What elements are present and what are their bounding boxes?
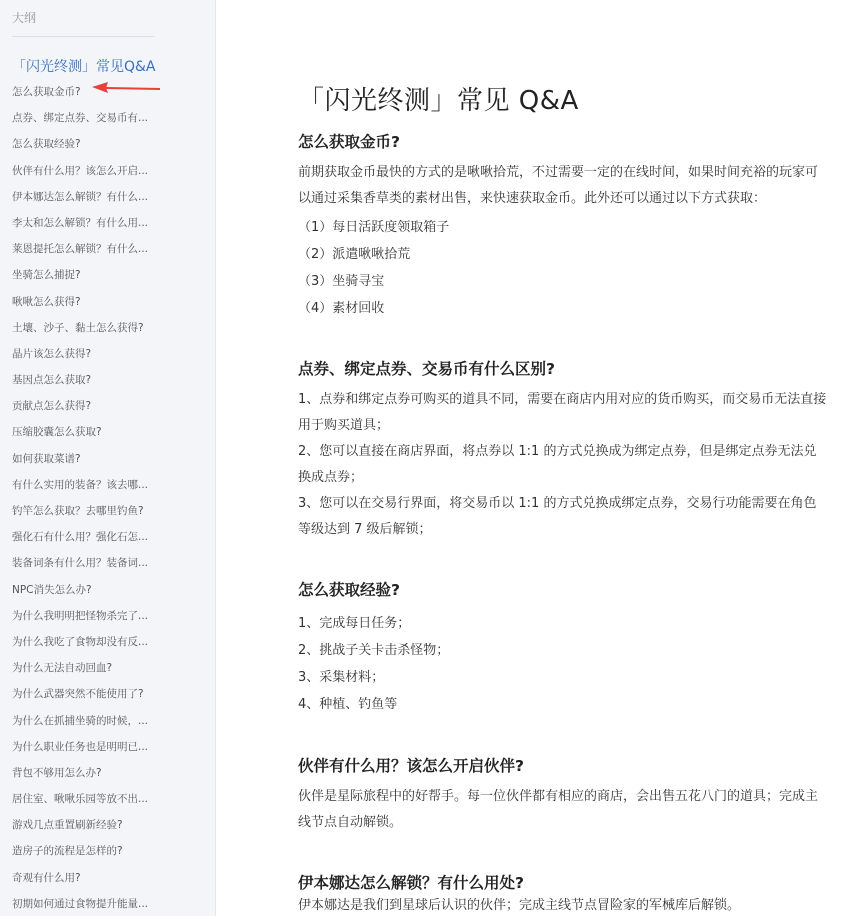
list-item: 4、种植、钓鱼等: [298, 697, 398, 712]
question-heading: 点券、绑定点券、交易币有什么区别?: [298, 360, 555, 378]
outline-item[interactable]: 居住室、啾啾乐园等放不出...: [12, 793, 149, 806]
outline-item[interactable]: 为什么在抓捕坐骑的时候，...: [12, 714, 149, 727]
sidebar-divider: [12, 36, 154, 37]
outline-list: [12, 82, 202, 916]
outline-item[interactable]: 造房子的流程是怎样的?: [12, 845, 123, 858]
outline-item[interactable]: 李太和怎么解锁？有什么用...: [12, 216, 149, 229]
answer-paragraph: 伙伴是星际旅程中的好帮手。每一位伙伴都有相应的商店，会出售五花八门的道具；完成主线节点自动解锁。: [298, 789, 819, 830]
outline-sidebar: [0, 0, 216, 916]
question-heading: 怎么获取经验?: [298, 581, 400, 599]
outline-item[interactable]: 钓竿怎么获取？去哪里钓鱼?: [12, 505, 144, 517]
page-title: 「闪光终测」常见 Q&A: [298, 86, 579, 116]
outline-item[interactable]: 贡献点怎么获得?: [12, 400, 92, 413]
outline-item[interactable]: 装备词条有什么用？装备词...: [12, 557, 149, 570]
question-heading: 怎么获取金币?: [298, 133, 400, 151]
outline-item[interactable]: 为什么无法自动回血?: [12, 662, 113, 675]
outline-item[interactable]: 强化石有什么用？强化石怎...: [12, 531, 149, 544]
list-item: 1、点券和绑定点券可购买的道具不同，需要在商店内用对应的货币购买，而交易币无法直接用于购买道具；: [298, 392, 827, 433]
outline-item[interactable]: 如何获取菜谱?: [12, 452, 81, 465]
list-item: （2）派遣啾啾拾荒: [298, 247, 411, 262]
outline-item[interactable]: 压缩胶囊怎么获取?: [12, 426, 102, 439]
outline-item[interactable]: 为什么武器突然不能使用了?: [12, 688, 144, 701]
outline-item[interactable]: 坐骑怎么捕捉?: [12, 269, 81, 282]
list-item: 2、您可以直接在商店界面，将点券以 1:1 的方式兑换成为绑定点券，但是绑定点券无法兑换成点券；: [298, 444, 817, 485]
outline-item[interactable]: 为什么我吃了食物却没有反...: [12, 635, 149, 648]
red-arrow-annotation: [92, 80, 162, 96]
list-item: 2、挑战子关卡击杀怪物；: [298, 643, 450, 658]
question-heading: 伊本娜达怎么解锁？有什么用处?: [298, 874, 524, 892]
outline-item[interactable]: 莱恩提托怎么解锁？有什么...: [12, 243, 149, 256]
outline-item[interactable]: 基因点怎么获取?: [12, 374, 92, 387]
answer-paragraph: 前期获取金币最快的方式的是啾啾拾荒，不过需要一定的在线时间，如果时间充裕的玩家可以通过采集香草类的素材出售，来快速获取金币。此外还可以通过以下方式获取：: [298, 165, 819, 206]
outline-item[interactable]: 怎么获取经验?: [12, 138, 81, 151]
list-item: （1）每日活跃度领取箱子: [298, 220, 450, 235]
outline-item[interactable]: NPC消失怎么办?: [12, 583, 92, 596]
list-item: 3、采集材料；: [298, 670, 385, 685]
outline-item[interactable]: 背包不够用怎么办?: [12, 766, 102, 779]
outline-item[interactable]: 初期如何通过食物提升能量...: [12, 897, 149, 910]
outline-item[interactable]: 游戏几点重置刷新经验?: [12, 819, 123, 832]
answer-paragraph: 伊本娜达是我们到星球后认识的伙伴；完成主线节点冒险家的军械库后解锁。: [298, 898, 741, 913]
outline-item[interactable]: 伙伴有什么用？该怎么开启...: [12, 164, 149, 177]
outline-item[interactable]: 奇观有什么用?: [12, 871, 81, 884]
outline-item[interactable]: 晶片该怎么获得?: [12, 347, 92, 360]
outline-item[interactable]: 为什么我明明把怪物杀完了...: [12, 609, 149, 622]
outline-item[interactable]: 有什么实用的装备？该去哪...: [12, 478, 149, 491]
question-heading: 伙伴有什么用？该怎么开启伙伴?: [298, 757, 524, 775]
list-item: （3）坐骑寻宝: [298, 274, 385, 289]
outline-item[interactable]: 点券、绑定点券、交易币有...: [12, 112, 149, 125]
list-item: （4）素材回收: [298, 301, 385, 316]
list-item: 3、您可以在交易行界面，将交易币以 1:1 的方式兑换成绑定点券，交易行功能需要在角色等级达到 7 级后解锁；: [298, 496, 817, 537]
outline-item[interactable]: 为什么职业任务也是明明已...: [12, 740, 149, 753]
outline-item[interactable]: 伊本娜达怎么解锁？有什么...: [12, 190, 149, 203]
outline-item[interactable]: 怎么获取金币?: [12, 86, 81, 98]
outline-item[interactable]: 土壤、沙子、黏土怎么获得?: [12, 321, 144, 334]
list-item: 1、完成每日任务；: [298, 616, 411, 631]
sidebar-title: 大纲: [12, 11, 37, 25]
outline-item[interactable]: 啾啾怎么获得?: [12, 295, 81, 308]
outline-item-top[interactable]: 「闪光终测」常见Q&A: [12, 59, 156, 75]
